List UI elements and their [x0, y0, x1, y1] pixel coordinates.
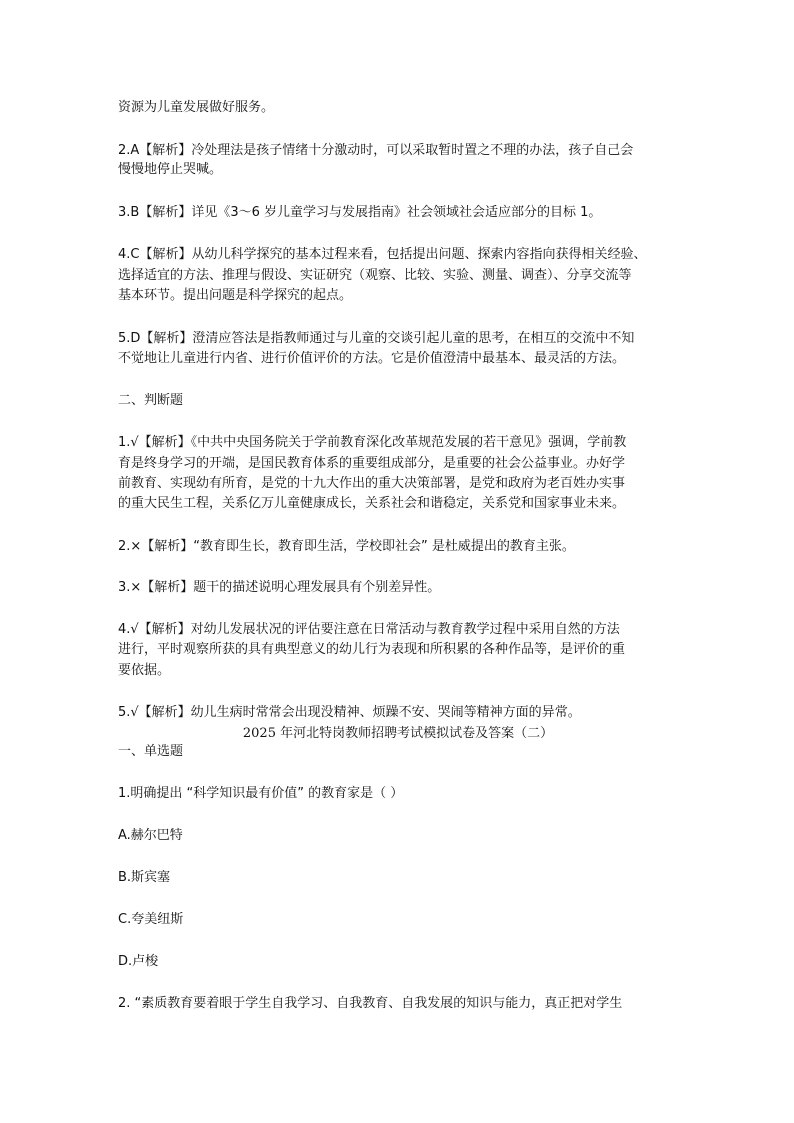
judgment-4-line-2: 进行，平时观察所获的具有典型意义的幼儿行为表现和所积累的各种作品等，是评价的重	[118, 642, 626, 657]
option-c: C.夸美纽斯	[118, 912, 184, 927]
option-a: A.赫尔巴特	[118, 828, 183, 843]
answer-2-line-2: 慢慢地停止哭喊。	[118, 162, 223, 177]
answer-5-line-2: 不觉地让儿童进行内省、进行价值评价的方法。它是价值澄清中最基本、最灵活的方法。	[118, 351, 626, 366]
option-b: B.斯宾塞	[118, 870, 171, 885]
judgment-1-line-1: 1.√【解析】《中共中央国务院关于学前教育深化改革规范发展的若干意见》强调，学前教	[118, 435, 627, 450]
judgment-2-line-1: 2.×【解析】“教育即生长，教育即生活，学校即社会” 是杜威提出的教育主张。	[118, 539, 575, 554]
option-d: D.卢梭	[118, 954, 159, 969]
judgment-4-line-1: 4.√【解析】对幼儿发展状况的评估要注意在日常活动与教育教学过程中采用自然的方法	[118, 622, 620, 637]
judgment-1-line-2: 育是终身学习的开端，是国民教育体系的重要组成部分，是重要的社会公益事业。办好学	[118, 456, 626, 471]
judgment-5-line-1: 5.√【解析】幼儿生病时常常会出现没精神、烦躁不安、哭闹等精神方面的异常。	[118, 705, 581, 720]
judgment-1-line-3: 前教育、实现幼有所育，是党的十九大作出的重大决策部署，是党和政府为老百姓办实事	[118, 476, 626, 491]
section-2-heading: 二、判断题	[118, 393, 184, 408]
judgment-4-line-3: 要依据。	[118, 663, 171, 678]
answer-5-line-1: 5.D【解析】澄清应答法是指教师通过与儿童的交谈引起儿童的思考，在相互的交流中不知	[118, 331, 635, 346]
answer-3-line-1: 3.B【解析】详见《3～6 岁儿童学习与发展指南》社会领域社会适应部分的目标 1。	[118, 205, 602, 220]
exam-2-section-heading: 一、单选题	[118, 744, 184, 759]
answer-4-line-1: 4.C【解析】从幼儿科学探究的基本过程来看，包括提出问题、探索内容指向获得相关经验、	[118, 247, 647, 262]
judgment-3-line-1: 3.×【解析】题干的描述说明心理发展具有个别差异性。	[118, 580, 441, 595]
judgment-1-line-4: 的重大民生工程，关系亿万儿童健康成长，关系社会和谐稳定，关系党和国家事业未来。	[118, 496, 626, 511]
exam-2-title: 2025 年河北特岗教师招聘考试模拟试卷及答案（二）	[242, 726, 554, 741]
exam-2-question-2: 2. “素质教育要着眼于学生自我学习、自我教育、自我发展的知识与能力，真正把对学生	[118, 996, 623, 1011]
answer-4-line-3: 基本环节。提出问题是科学探究的起点。	[118, 288, 353, 303]
answer-4-line-2: 选择适宜的方法、推理与假设、实证研究（观察、比较、实验、测量、调查）、分享交流等	[118, 268, 632, 283]
exam-2-question-1: 1.明确提出 “科学知识最有价值” 的教育家是（ ）	[118, 786, 404, 801]
answer-2-line-1: 2.A【解析】冷处理法是孩子情绪十分激动时，可以采取暂时置之不理的办法，孩子自己会	[118, 143, 634, 158]
answer-tail-text: 资源为儿童发展做好服务。	[118, 100, 275, 115]
